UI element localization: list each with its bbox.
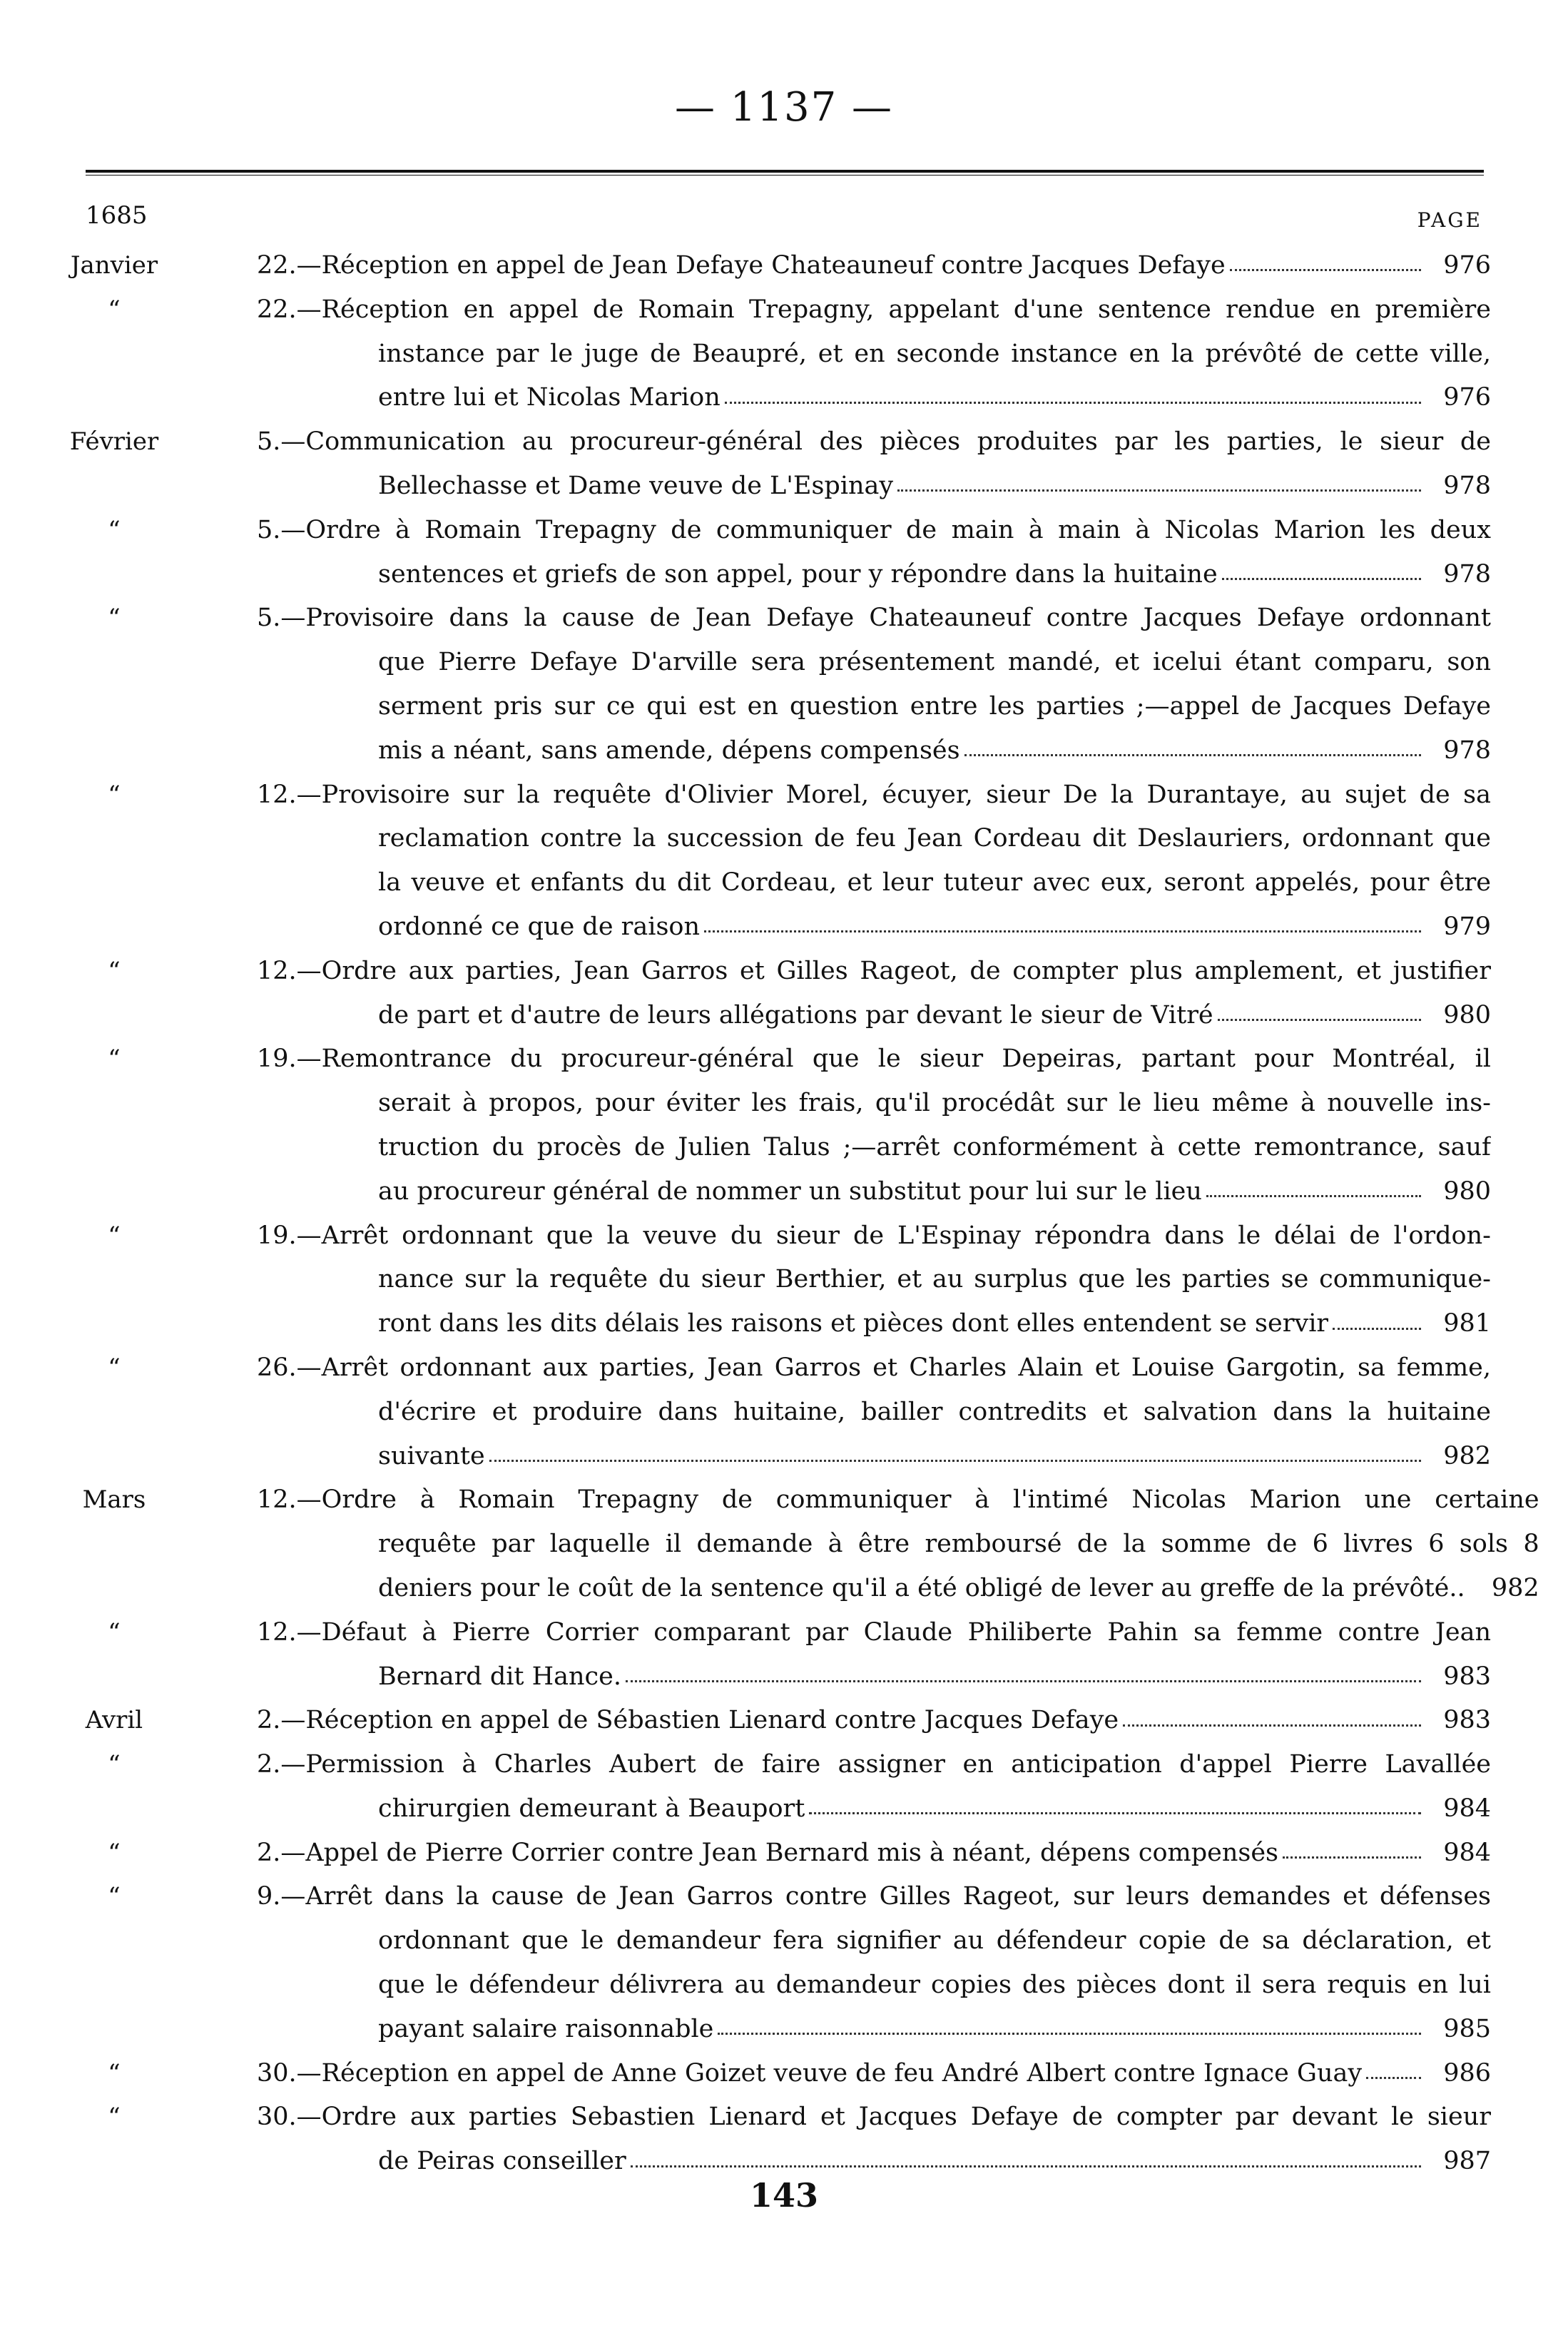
dot-leader xyxy=(1333,1328,1421,1330)
entry-line xyxy=(185,1567,1539,1611)
entry-line xyxy=(185,1831,1491,1876)
entry-page-number: 982 xyxy=(1491,1573,1539,1602)
index-entry xyxy=(43,1037,1491,1214)
entry-page-number: 984 xyxy=(1443,1838,1491,1867)
entry-line xyxy=(185,1919,1491,1963)
entry-line xyxy=(185,729,1491,773)
entry-text: instance par le juge de Beaupré, et en seconde instance en la prévôté de cette ville, xyxy=(378,339,1491,368)
entry-text: 2.—Permission à Charles Aubert de faire assigner en anticipation d'appel Pierre Lavallée xyxy=(257,1750,1491,1779)
entry-month: “ xyxy=(108,780,121,809)
entry-line xyxy=(185,553,1491,597)
entry-page-number: 979 xyxy=(1443,912,1491,941)
entry-page-number: 986 xyxy=(1443,2058,1491,2088)
entry-line xyxy=(185,773,1491,818)
entry-line xyxy=(185,332,1491,377)
entry-line xyxy=(185,1214,1491,1259)
entry-line xyxy=(185,641,1491,685)
dot-leader xyxy=(897,489,1421,492)
entry-line xyxy=(185,376,1491,420)
index-entry xyxy=(43,1699,1491,1743)
entry-text: 5.—Communication au procureur-général des pièces produites par les parties, le sieur de xyxy=(257,427,1491,457)
index-entry xyxy=(43,244,1491,288)
entry-text: entre lui et Nicolas Marion xyxy=(378,383,721,412)
entry-month: Mars xyxy=(82,1485,146,1515)
dot-leader xyxy=(489,1460,1421,1462)
entry-month: “ xyxy=(108,1045,121,1074)
entry-text: 19.—Arrêt ordonnant que la veuve du sieur de L'Espinay répondra dans le délai de l'ordon- xyxy=(257,1221,1491,1250)
dot-leader xyxy=(1366,2077,1421,2079)
entry-line xyxy=(185,685,1491,729)
entry-month: “ xyxy=(108,1882,121,1911)
index-entries xyxy=(43,244,1539,2184)
entry-line xyxy=(185,420,1491,464)
dot-leader xyxy=(1206,1195,1421,1197)
entry-month: “ xyxy=(108,295,121,324)
entry-text: 30.—Réception en appel de Anne Goizet veuve de feu André Albert contre Ignace Guay xyxy=(257,2058,1363,2088)
entry-text: au procureur général de nommer un substitut pour lui sur le lieu xyxy=(378,1176,1202,1206)
entry-month: “ xyxy=(108,2103,121,2132)
entry-line xyxy=(185,861,1491,905)
entry-month: “ xyxy=(108,956,121,985)
entry-line xyxy=(185,905,1491,950)
entry-text: reclamation contre la succession de feu Jean Cordeau dit Deslauriers, ordonnant que xyxy=(378,824,1491,853)
entry-page-number: 980 xyxy=(1443,1000,1491,1030)
entry-text: requête par laquelle il demande à être remboursé de la somme de 6 livres 6 sols 8 xyxy=(378,1530,1539,1559)
entry-text: chirurgien demeurant à Beauport xyxy=(378,1794,805,1823)
entry-text: 12.—Ordre aux parties, Jean Garros et Gilles Rageot, de compter plus amplement, et justifier xyxy=(257,956,1491,985)
index-entry xyxy=(43,773,1491,950)
dot-leader xyxy=(1230,269,1421,271)
entry-text: nance sur la requête du sieur Berthier, et au surplus que les parties se communique- xyxy=(378,1265,1491,1294)
entry-text: que le défendeur délivrera au demandeur copies des pièces dont il sera requis en lui xyxy=(378,1971,1491,2000)
entry-line xyxy=(185,1346,1491,1391)
index-entry xyxy=(43,596,1491,773)
entry-text: 2.—Réception en appel de Sébastien Lienard contre Jacques Defaye xyxy=(257,1706,1119,1735)
entry-line xyxy=(185,1478,1539,1523)
dot-leader xyxy=(718,2033,1421,2035)
dot-leader xyxy=(1222,578,1421,580)
entry-page-number: 983 xyxy=(1443,1706,1491,1735)
entry-page-number: 978 xyxy=(1443,736,1491,765)
entry-text: Bernard dit Hance. xyxy=(378,1662,621,1691)
index-entry xyxy=(43,1743,1491,1831)
index-entry xyxy=(43,2095,1491,2184)
entry-text: payant salaire raisonnable xyxy=(378,2014,714,2043)
dot-leader xyxy=(1283,1856,1421,1859)
entry-text: 5.—Ordre à Romain Trepagny de communiquer de main à main à Nicolas Marion les deux xyxy=(257,515,1491,544)
index-entry xyxy=(43,950,1491,1038)
dot-leader xyxy=(964,754,1421,756)
entry-line xyxy=(185,950,1491,994)
entry-text: suivante xyxy=(378,1441,485,1470)
index-entry xyxy=(43,1611,1491,1699)
entry-month: “ xyxy=(108,1838,121,1867)
entry-text: 12.—Défaut à Pierre Corrier comparant par Claude Philiberte Pahin sa femme contre Jean xyxy=(257,1617,1491,1647)
entry-page-number: 982 xyxy=(1443,1441,1491,1470)
entry-text: ordonné ce que de raison xyxy=(378,912,701,941)
entry-text: deniers pour le coût de la sentence qu'il a été obligé de lever au greffe de la prévôté.. xyxy=(378,1573,1465,1602)
dot-leader xyxy=(725,402,1421,404)
entry-line xyxy=(185,1787,1491,1831)
dot-leader xyxy=(626,1680,1421,1682)
entry-line xyxy=(185,509,1491,553)
entry-text: 2.—Appel de Pierre Corrier contre Jean Bernard mis à néant, dépens compensés xyxy=(257,1838,1279,1867)
entry-text: 12.—Ordre à Romain Trepagny de communiquer à l'intimé Nicolas Marion une certaine xyxy=(257,1485,1539,1515)
year-column-label: 1685 xyxy=(86,201,148,230)
entry-month: “ xyxy=(108,1750,121,1779)
index-entry xyxy=(43,420,1491,509)
entry-line xyxy=(185,2008,1491,2052)
index-entry xyxy=(43,1346,1491,1478)
entry-text: serait à propos, pour éviter les frais, qu'il procédât sur le lieu même à nouvelle ins- xyxy=(378,1089,1491,1118)
entry-line xyxy=(185,1302,1491,1346)
entry-line xyxy=(185,1523,1539,1567)
dot-leader xyxy=(1218,1019,1421,1021)
entry-page-number: 984 xyxy=(1443,1794,1491,1823)
entry-line xyxy=(185,1655,1491,1699)
entry-line xyxy=(185,817,1491,861)
entry-text: 22.—Réception en appel de Romain Trepagny, appelant d'une sentence rendue en première xyxy=(257,295,1491,324)
header-rule xyxy=(86,170,1484,176)
entry-text: d'écrire et produire dans huitaine, bailler contredits et salvation dans la huitaine xyxy=(378,1397,1491,1426)
entry-line xyxy=(185,1875,1491,1919)
entry-line xyxy=(185,1126,1491,1170)
entry-page-number: 978 xyxy=(1443,471,1491,500)
index-entry xyxy=(43,509,1491,597)
dot-leader xyxy=(809,1812,1421,1814)
entry-month: “ xyxy=(108,515,121,544)
entry-text: 30.—Ordre aux parties Sebastien Lienard et Jacques Defaye de compter par devant le sieur xyxy=(257,2103,1491,2132)
page-header-number: — 1137 — xyxy=(674,84,894,131)
page-footer-number: 143 xyxy=(749,2176,819,2215)
entry-text: truction du procès de Julien Talus ;—arrêt conformément à cette remontrance, sauf xyxy=(378,1132,1491,1162)
entry-text: sentences et griefs de son appel, pour y répondre dans la huitaine xyxy=(378,559,1218,589)
index-entry xyxy=(43,1831,1491,1876)
index-entry xyxy=(43,1214,1491,1346)
entry-line xyxy=(185,464,1491,509)
index-entry xyxy=(43,288,1491,420)
dot-leader xyxy=(631,2165,1421,2167)
entry-line xyxy=(185,1743,1491,1787)
entry-text: ordonnant que le demandeur fera signifier au défendeur copie de sa déclaration, et xyxy=(378,1926,1491,1956)
entry-text: ront dans les dits délais les raisons et pièces dont elles entendent se servir xyxy=(378,1309,1329,1338)
entry-text: 22.—Réception en appel de Jean Defaye Chateauneuf contre Jacques Defaye xyxy=(257,251,1226,280)
entry-text: de part et d'autre de leurs allégations par devant le sieur de Vitré xyxy=(378,1000,1213,1030)
entry-page-number: 981 xyxy=(1443,1309,1491,1338)
entry-line xyxy=(185,994,1491,1038)
entry-line xyxy=(185,2052,1491,2096)
entry-month: “ xyxy=(108,604,121,633)
entry-text: mis a néant, sans amende, dépens compensés xyxy=(378,736,960,765)
entry-line xyxy=(185,1611,1491,1655)
entry-text: Bellechasse et Dame veuve de L'Espinay xyxy=(378,471,894,500)
entry-line xyxy=(185,1082,1491,1126)
entry-page-number: 985 xyxy=(1443,2014,1491,2043)
entry-text: 26.—Arrêt ordonnant aux parties, Jean Garros et Charles Alain et Louise Gargotin, sa femme, xyxy=(257,1353,1491,1382)
index-entry xyxy=(43,2052,1491,2096)
entry-page-number: 976 xyxy=(1443,251,1491,280)
entry-text: 9.—Arrêt dans la cause de Jean Garros contre Gilles Rageot, sur leurs demandes et défenses xyxy=(257,1882,1491,1911)
entry-month: “ xyxy=(108,1353,121,1382)
entry-month: “ xyxy=(108,1221,121,1250)
entry-page-number: 980 xyxy=(1443,1176,1491,1206)
entry-month: “ xyxy=(108,1617,121,1647)
entry-text: 5.—Provisoire dans la cause de Jean Defaye Chateauneuf contre Jacques Defaye ordonnant xyxy=(257,604,1491,633)
entry-page-number: 987 xyxy=(1443,2147,1491,2176)
page-column-label: PAGE xyxy=(1417,208,1482,232)
entry-line xyxy=(185,1391,1491,1435)
entry-line xyxy=(185,1170,1491,1214)
dot-leader xyxy=(1123,1724,1421,1727)
entry-line xyxy=(185,1258,1491,1302)
entry-line xyxy=(185,288,1491,332)
entry-text: la veuve et enfants du dit Cordeau, et leur tuteur avec eux, seront appelés, pour être xyxy=(378,868,1491,898)
entry-text: 19.—Remontrance du procureur-général que le sieur Depeiras, partant pour Montréal, il xyxy=(257,1045,1491,1074)
entry-line xyxy=(185,596,1491,641)
entry-line xyxy=(185,1963,1491,2008)
entry-line xyxy=(185,2095,1491,2140)
dot-leader xyxy=(704,930,1421,932)
entry-line xyxy=(185,1699,1491,1743)
entry-line xyxy=(185,244,1491,288)
entry-month: “ xyxy=(108,2058,121,2088)
entry-text: serment pris sur ce qui est en question entre les parties ;—appel de Jacques Defaye xyxy=(378,691,1491,721)
index-entry xyxy=(43,1875,1491,2051)
entry-month: Avril xyxy=(85,1706,143,1735)
entry-page-number: 983 xyxy=(1443,1662,1491,1691)
entry-month: Janvier xyxy=(70,251,158,280)
entry-line xyxy=(185,1435,1491,1479)
entry-text: que Pierre Defaye D'arville sera présentement mandé, et icelui étant comparu, son xyxy=(378,648,1491,677)
entry-line xyxy=(185,1037,1491,1082)
entry-text: 12.—Provisoire sur la requête d'Olivier Morel, écuyer, sieur De la Durantaye, au sujet de sa xyxy=(257,780,1491,809)
entry-text: de Peiras conseiller xyxy=(378,2147,626,2176)
entry-month: Février xyxy=(69,427,159,457)
entry-page-number: 976 xyxy=(1443,383,1491,412)
entry-page-number: 978 xyxy=(1443,559,1491,589)
index-entry xyxy=(43,1478,1539,1610)
